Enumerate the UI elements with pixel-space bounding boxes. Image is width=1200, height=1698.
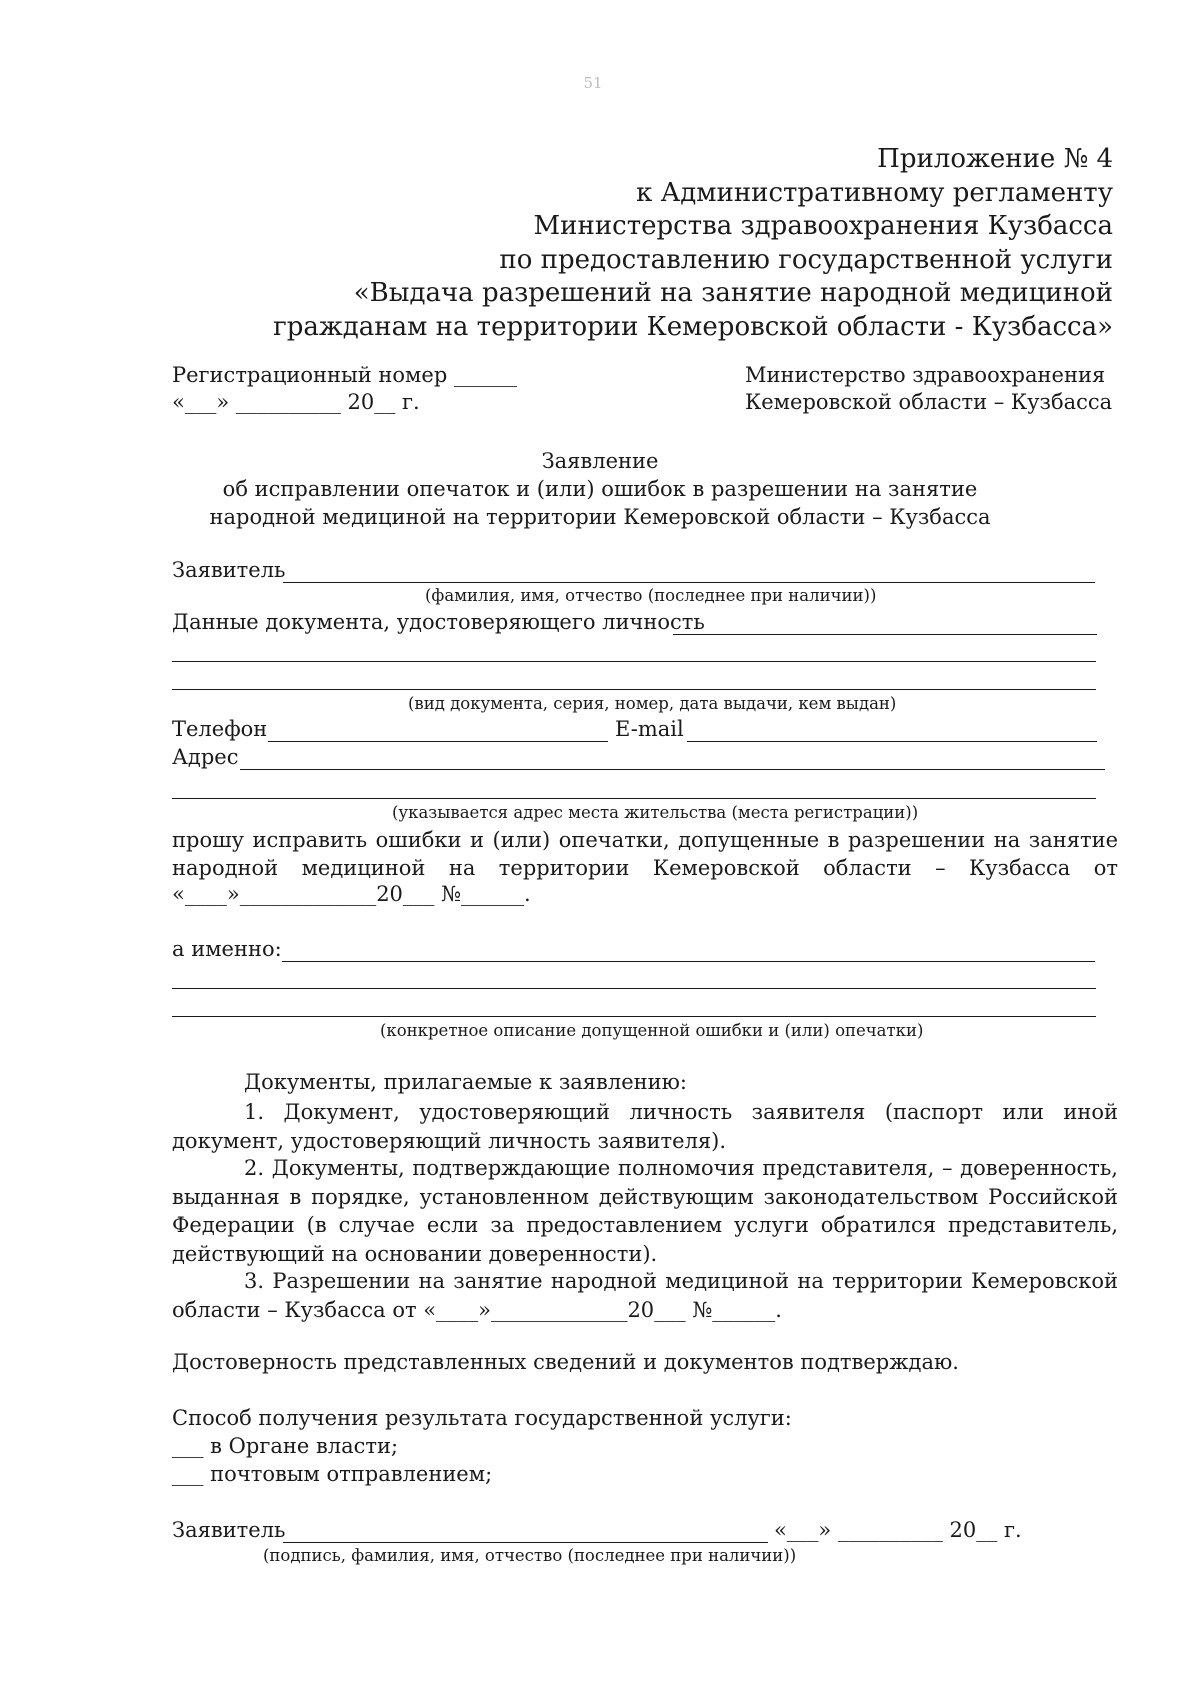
email-input-line[interactable] <box>687 741 1097 742</box>
address-input-line[interactable] <box>240 769 1105 770</box>
namely-input-line[interactable] <box>172 988 1096 989</box>
id-doc-caption: (вид документа, серия, номер, дата выдачи, кем выдан) <box>408 694 897 713</box>
registration-date: «___» __________ 20__ г. <box>172 390 420 414</box>
document-item: 3. Разрешении на занятие народной медициной на территории Кемеровской области – Кузбасса от «____»_____________20___ №______. <box>172 1269 1118 1322</box>
address-input-line[interactable] <box>172 798 1096 799</box>
address-label: Адрес <box>172 745 239 769</box>
appendix-line: Приложение № 4 <box>877 144 1113 174</box>
namely-caption: (конкретное описание допущенной ошибки и (или) опечатки) <box>380 1021 924 1040</box>
delivery-option[interactable]: ___ в Органе власти; <box>172 1434 399 1458</box>
registration-block <box>172 362 517 416</box>
appendix-line: «Выдача разрешений на занятие народной медициной <box>353 278 1113 308</box>
id-doc-input-line[interactable] <box>673 634 1097 635</box>
id-doc-label: Данные документа, удостоверяющего личность <box>172 610 705 634</box>
signature-date: «___» __________ 20__ г. <box>774 1518 1022 1542</box>
address-caption: (указывается адрес места жительства (места регистрации)) <box>392 803 919 822</box>
signature-caption: (подпись, фамилия, имя, отчество (последнее при наличии)) <box>263 1546 797 1565</box>
namely-label: а именно: <box>172 937 282 961</box>
appendix-line: Министерства здравоохранения Кузбасса <box>533 211 1113 241</box>
namely-input-line[interactable] <box>172 1016 1096 1017</box>
applicant-caption: (фамилия, имя, отчество (последнее при наличии)) <box>425 586 877 605</box>
recipient-line: Кемеровской области – Кузбасса <box>745 390 1113 414</box>
namely-input-line[interactable] <box>282 961 1095 962</box>
applicant-input-line[interactable] <box>283 582 1095 583</box>
phone-input-line[interactable] <box>268 741 608 742</box>
appendix-line: к Административному регламенту <box>636 177 1113 208</box>
appendix-header <box>273 143 1113 344</box>
request-line: «____»_____________20___ №______. <box>172 882 531 906</box>
registration-number: Регистрационный номер ______ <box>172 363 517 387</box>
recipient-block <box>745 362 1112 416</box>
id-doc-input-line[interactable] <box>172 689 1096 690</box>
signature-label: Заявитель <box>172 1518 286 1542</box>
appendix-line: гражданам на территории Кемеровской области - Кузбасса» <box>273 311 1113 342</box>
delivery-heading: Способ получения результата государственной услуги: <box>172 1406 792 1430</box>
appendix-line: по предоставлению государственной услуги <box>499 244 1113 275</box>
document-item: 1. Документ, удостоверяющий личность заявителя (паспорт или иной документ, удостоверяющий личность заявителя). <box>172 1100 1118 1153</box>
recipient-line: Министерство здравоохранения <box>745 363 1106 387</box>
applicant-label: Заявитель <box>172 558 286 582</box>
confirm-text: Достоверность представленных сведений и документов подтверждаю. <box>172 1350 959 1374</box>
page-number: 51 <box>583 74 603 92</box>
email-label: E-mail <box>615 717 684 741</box>
delivery-option[interactable]: ___ почтовым отправлением; <box>172 1462 493 1486</box>
document-title <box>0 447 1200 531</box>
request-line: прошу исправить ошибки и (или) опечатки, допущенные в разрешении на занятие <box>172 828 1118 852</box>
title-line: об исправлении опечаток и (или) ошибок в разрешении на занятие <box>222 477 978 501</box>
id-doc-input-line[interactable] <box>172 661 1096 662</box>
title-heading: Заявление <box>541 449 659 473</box>
documents-heading: Документы, прилагаемые к заявлению: <box>244 1070 687 1094</box>
document-item: 2. Документы, подтверждающие полномочия представителя, – доверенность, выданная в порядке, установленном действующим законодательством Российской Федерации (в случае если за предоставлением услуги обратился представитель, действующий на основании доверенности). <box>172 1156 1118 1266</box>
phone-label: Телефон <box>172 717 268 741</box>
title-line: народной медициной на территории Кемеровской области – Кузбасса <box>209 505 991 529</box>
signature-input-line[interactable] <box>283 1542 768 1543</box>
request-line: народной медициной на территории Кемеровской области – Кузбасса от <box>172 856 1118 880</box>
